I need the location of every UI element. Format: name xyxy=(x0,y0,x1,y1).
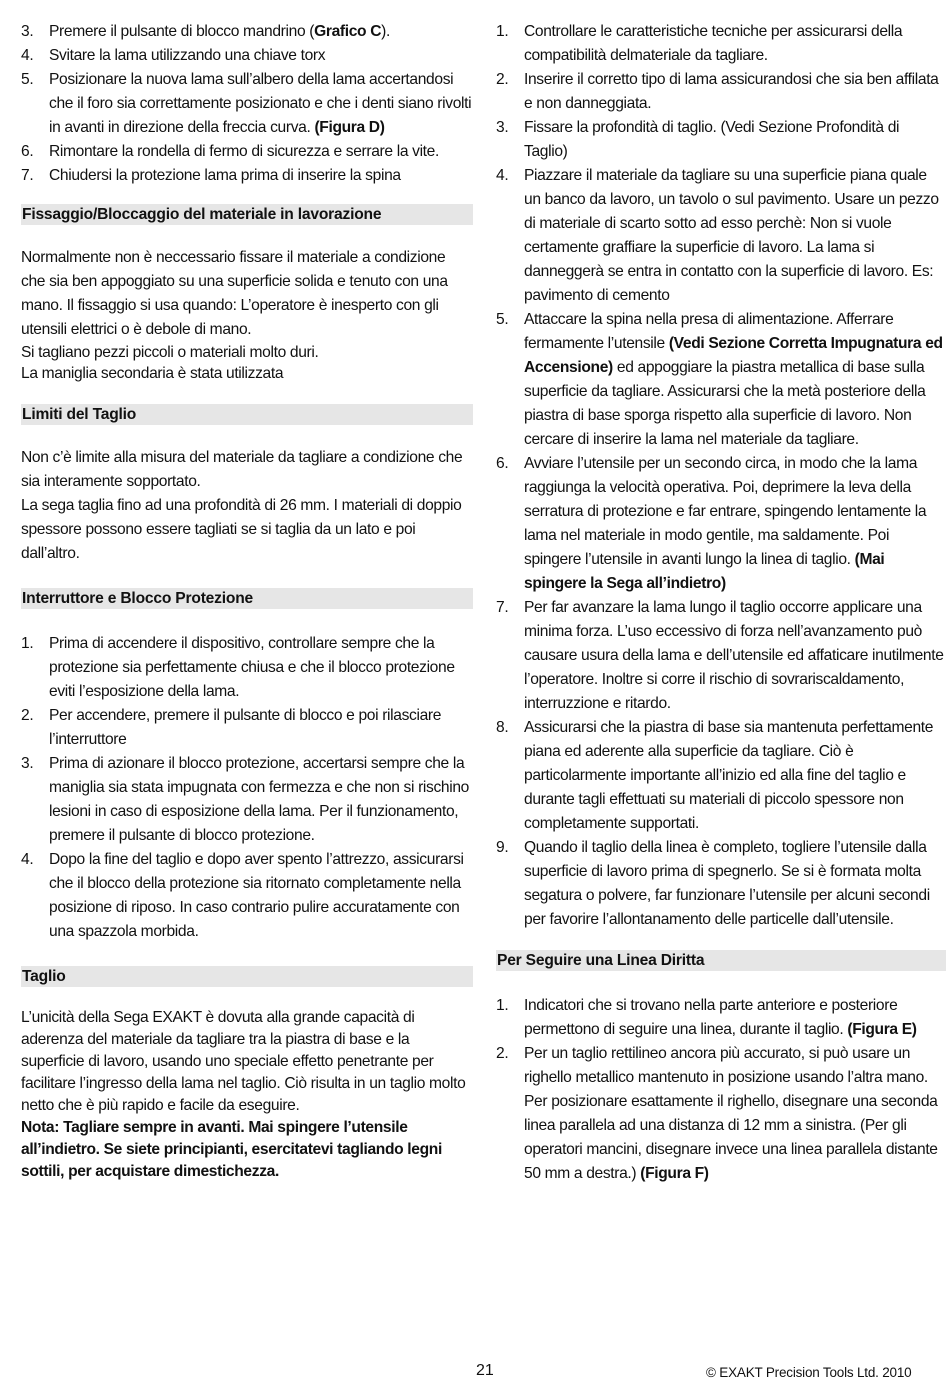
item-number: 7. xyxy=(21,167,34,184)
item-text: Prima di azionare il blocco protezione, accertarsi sempre che la maniglia sia stata impugnata con fermezza e che non si rischino lesioni in caso di esposizione della lama. Per il funzionamento, premere il pulsante di blocco protezione. xyxy=(49,755,470,844)
item-number: 6. xyxy=(496,455,509,472)
item-number: 3. xyxy=(21,23,34,40)
list-item xyxy=(496,836,946,932)
item-number: 2. xyxy=(496,1045,509,1062)
item-text: Chiudersi la protezione lama prima di inserire la spina xyxy=(49,167,401,184)
list-item xyxy=(496,116,946,164)
list-item xyxy=(21,44,473,68)
paragraph: La sega taglia fino ad una profondità di 26 mm. I materiali di doppio spessore possono essere tagliati se si taglia da un lato e poi dall’altro. xyxy=(21,497,462,562)
list-item xyxy=(21,20,473,44)
item-bold-ref: (Vedi Sezione Corretta Impugnatura ed Accensione) xyxy=(524,335,943,376)
item-text: Posizionare la nuova lama sull’albero della lama accertandosi che il foro sia correttamente posizionato e che i denti siano rivolti in avanti in direzione della freccia curva. xyxy=(49,71,472,136)
section-heading-limiti: Limiti del Taglio xyxy=(21,404,473,425)
intro-steps-list xyxy=(21,20,473,188)
section-heading-interruttore: Interruttore e Blocco Protezione xyxy=(21,588,473,609)
page-number: 21 xyxy=(476,1362,494,1379)
item-bold-ref: (Figura E) xyxy=(847,1021,917,1038)
item-number: 5. xyxy=(496,311,509,328)
item-bold-ref: (Figura F) xyxy=(640,1165,709,1182)
item-text: Assicurarsi che la piastra di base sia mantenuta perfettamente piana ed aderente alla superficie da tagliare. Ciò è particolarmente importante all’inizio ed alla fine del taglio e durante tagli effettuati su materiali di piccolo spessore non completamente supportati. xyxy=(524,719,934,832)
item-number: 1. xyxy=(496,997,509,1014)
item-bold-ref: (Figura D) xyxy=(314,119,385,136)
item-text: Quando il taglio della linea è completo, togliere l’utensile dalla superficie di lavoro prima di spegnerlo. Se si è formata molta segatura o polvere, far funzionare l’utensile per alcuni secondi per favorire l’allontanamento delle particelle dall’utensile. xyxy=(524,839,930,928)
item-text: Avviare l’utensile per un secondo circa, in modo che la lama raggiunga la velocità operativa. Poi, deprimere la leva della serratura di protezione e far entrare, spingendo lentamente la lama nel materiale in modo gentile, ma saldamente. Poi spingere l’utensile in avanti lungo la linea di taglio. xyxy=(524,455,927,568)
cutting-steps-list xyxy=(496,20,946,932)
item-text-after: ). xyxy=(381,23,390,40)
item-number: 4. xyxy=(21,47,34,64)
item-text: Controllare le caratteristiche tecniche per assicurarsi della compatibilità delmateriale da tagliare. xyxy=(524,23,903,64)
item-number: 5. xyxy=(21,71,34,88)
item-text: Per un taglio rettilineo ancora più accurato, si può usare un righello metallico mantenuto in posizione usando l’altra mano. Per posizionare esattamente il righello, disegnare una seconda linea parallela ad una distanza di 12 mm a sinistra. (Per gli operatori mancini, disegnare invece una linea parallela distante 50 mm a destra.) xyxy=(524,1045,938,1182)
paragraph: Non c’è limite alla misura del materiale da tagliare a condizione che sia interamente sopportato. xyxy=(21,449,463,490)
item-number: 9. xyxy=(496,839,509,856)
list-item xyxy=(21,140,473,164)
item-bold-ref: Grafico C xyxy=(314,23,382,40)
list-item xyxy=(21,68,473,140)
item-text: Inserire il corretto tipo di lama assicurandosi che sia ben affilata e non danneggiata. xyxy=(524,71,939,112)
list-item xyxy=(496,596,946,716)
paragraph: L’unicità della Sega EXAKT è dovuta alla grande capacità di aderenza del materiale da tagliare tra la piastra di base e la superficie di lavoro, usando uno speciale effetto penetrante per facilitare l’ingresso della lama nel taglio. Ciò risulta in un taglio molto netto che è più rapido e facile da eseguire. xyxy=(21,1009,466,1114)
item-text: Fissare la profondità di taglio. (Vedi Sezione Profondità di Taglio) xyxy=(524,119,900,160)
item-text: Rimontare la rondella di fermo di sicurezza e serrare la vite. xyxy=(49,143,439,160)
item-number: 1. xyxy=(496,23,509,40)
item-text: Indicatori che si trovano nella parte anteriore e posteriore permettono di seguire una linea, durante il taglio. xyxy=(524,997,898,1038)
item-number: 3. xyxy=(496,119,509,136)
list-item xyxy=(496,452,946,596)
straight-line-steps-list xyxy=(496,994,946,1186)
item-text: Per accendere, premere il pulsante di blocco e poi rilasciare l’interruttore xyxy=(49,707,442,748)
item-number: 2. xyxy=(496,71,509,88)
paragraph: Si tagliano pezzi piccoli o materiali molto duri. xyxy=(21,344,319,361)
list-item xyxy=(496,994,946,1042)
item-number: 1. xyxy=(21,635,34,652)
item-number: 8. xyxy=(496,719,509,736)
interruttore-steps-list xyxy=(21,632,473,944)
item-number: 4. xyxy=(21,851,34,868)
right-column xyxy=(496,20,946,1186)
list-item xyxy=(496,164,946,308)
list-item xyxy=(21,848,473,944)
list-item xyxy=(496,20,946,68)
item-text: Premere il pulsante di blocco mandrino ( xyxy=(49,23,315,40)
left-column xyxy=(21,20,473,1183)
item-text: Piazzare il materiale da tagliare su una superficie piana quale un banco da lavoro, un tavolo o sul pavimento. Usare un pezzo di materiale di scarto sotto ad esso perchè: Non si vuole certamente graffiare la superficie di lavoro. La lama si danneggerà se entra in contatto con la superficie di lavoro. Es: pavimento di cemento xyxy=(524,167,939,304)
section-heading-fissaggio: Fissaggio/Bloccaggio del materiale in lavorazione xyxy=(21,204,473,225)
item-text: Dopo la fine del taglio e dopo aver spento l’attrezzo, assicurarsi che il blocco della protezione sia ritornato completamente nella posizione di riposo. In caso contrario pulire accuratamente con una spazzola morbida. xyxy=(49,851,464,940)
item-number: 4. xyxy=(496,167,509,184)
note-paragraph: Nota: Tagliare sempre in avanti. Mai spingere l’utensile all’indietro. Se siete principianti, esercitatevi tagliando legni sottili, per acquistare dimestichezza. xyxy=(21,1119,442,1180)
item-text: Per far avanzare la lama lungo il taglio occorre applicare una minima forza. L’uso eccessivo di forza nell’avanzamento può causare usura della lama e dell’utensile ed affaticare inutilmente l’operatore. Inoltre si corre il rischio di sovrariscaldamento, interruzzione e ritardo. xyxy=(524,599,944,712)
item-number: 6. xyxy=(21,143,34,160)
list-item xyxy=(21,164,473,188)
item-number: 3. xyxy=(21,755,34,772)
item-text: Svitare la lama utilizzando una chiave torx xyxy=(49,47,326,64)
list-item xyxy=(496,716,946,836)
section-heading-linea: Per Seguire una Linea Diritta xyxy=(496,950,946,971)
list-item xyxy=(496,68,946,116)
item-number: 7. xyxy=(496,599,509,616)
list-item xyxy=(496,1042,946,1186)
item-text: Prima di accendere il dispositivo, controllare sempre che la protezione sia perfettamente chiusa e che il blocco protezione eviti l’esposizione della lama. xyxy=(49,635,455,700)
section-heading-taglio: Taglio xyxy=(21,966,473,987)
item-text: ed appoggiare la piastra metallica di base sulla superficie da tagliare. Assicurarsi che la metà posteriore della piastra di base sporga rispetto alla superficie di lavoro. Non cercare di inserire la lama nel materiale da tagliare. xyxy=(524,359,926,448)
copyright-notice: © EXAKT Precision Tools Ltd. 2010 xyxy=(706,1365,912,1380)
item-bold-ref: (Mai spingere la Sega all’indietro) xyxy=(524,551,885,592)
list-item xyxy=(21,632,473,704)
item-number: 2. xyxy=(21,707,34,724)
item-text: Attaccare la spina nella presa di alimentazione. Afferrare fermamente l’utensile xyxy=(524,311,894,352)
paragraph: Normalmente non è neccessario fissare il materiale a condizione che sia ben appoggiato su una superficie solida e tenuto con una mano. Il fissaggio si usa quando: L’operatore è inesperto con gli utensili elettrici o è debole di mano. xyxy=(21,249,448,338)
paragraph: La maniglia secondaria è stata utilizzata xyxy=(21,365,284,382)
list-item xyxy=(496,308,946,452)
list-item xyxy=(21,752,473,848)
list-item xyxy=(21,704,473,752)
